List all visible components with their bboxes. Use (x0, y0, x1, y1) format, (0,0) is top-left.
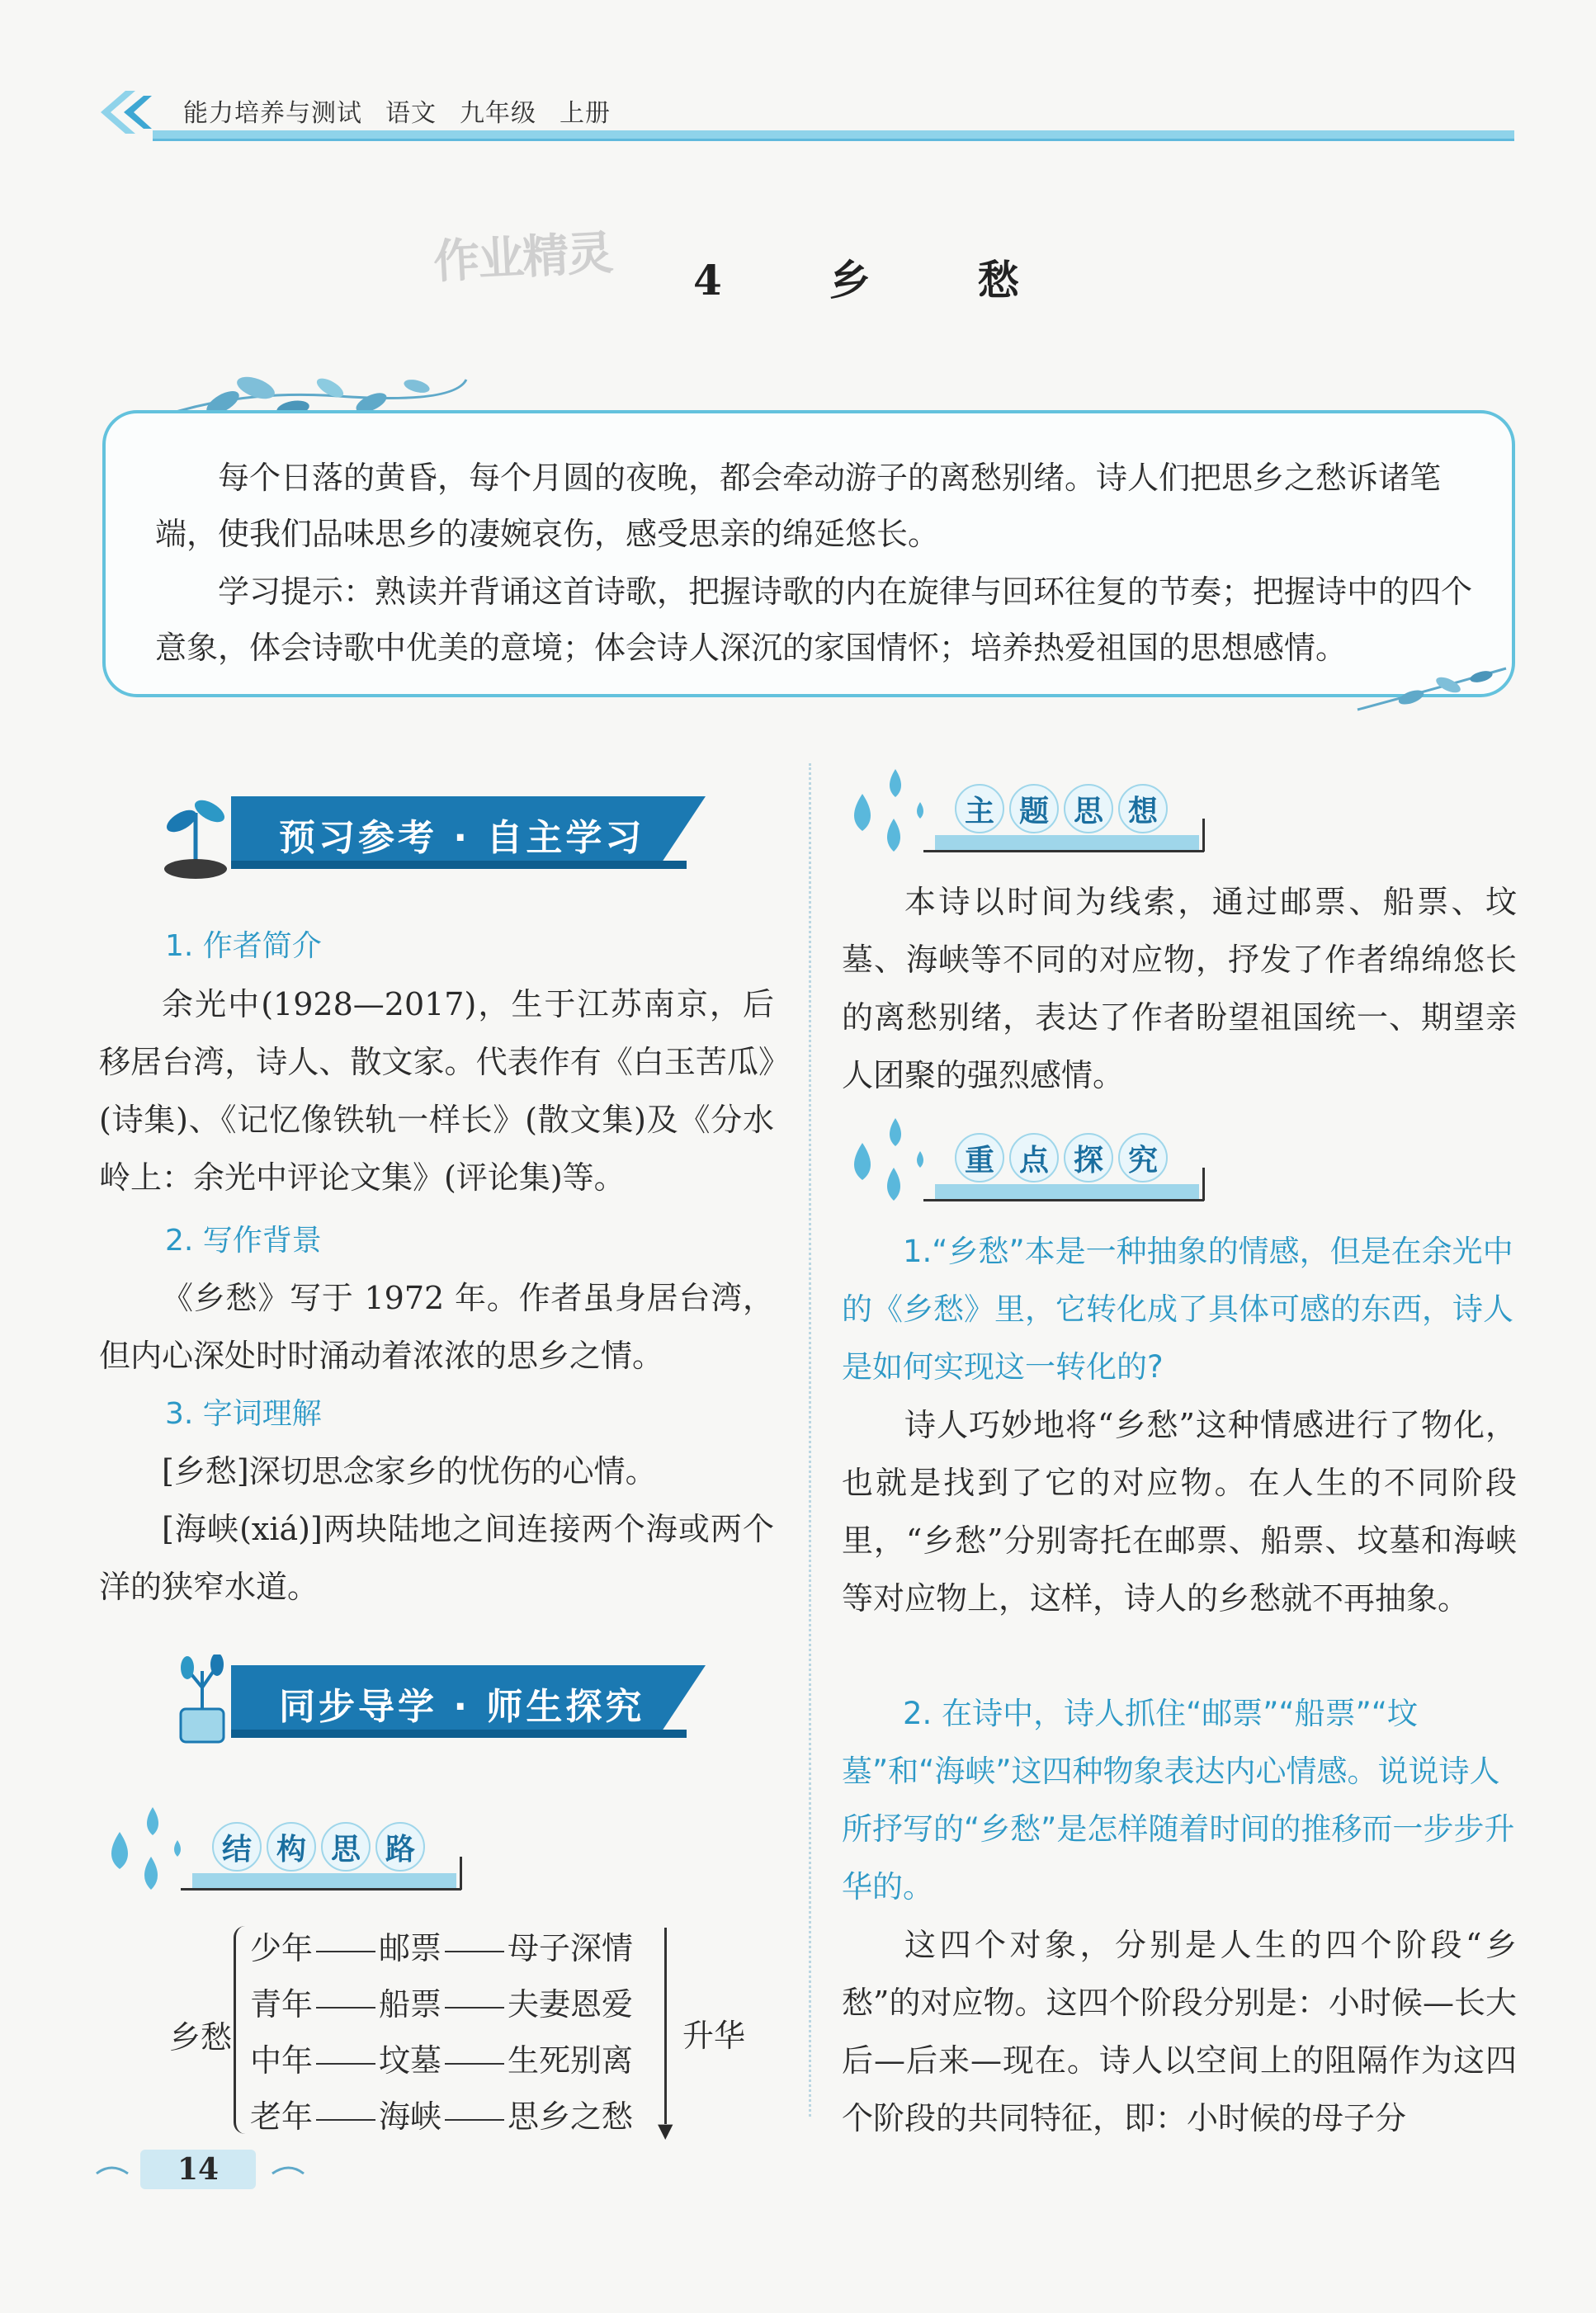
theme-head-char: 题 (1009, 784, 1059, 833)
leaf-decoration-icon (1353, 660, 1510, 718)
diagram-row: 中年 坟墓 生死别离 (250, 2042, 634, 2079)
theme-head-char: 主 (955, 784, 1004, 833)
chevron-left-icon (92, 89, 158, 135)
key-head-char: 点 (1009, 1133, 1059, 1182)
intro-paragraph-2: 学习提示：熟读并背诵这首诗歌，把握诗歌的内在旋律与回环往复的节奏；把握诗中的四个意象，体会诗歌中优美的意境；体会诗人深沉的家国情怀；培养热爱祖国的思想感情。 (155, 574, 1473, 666)
page-number: 14 (140, 2150, 256, 2189)
sprout-icon (158, 788, 233, 879)
subheading-author: 1. 作者简介 (165, 929, 322, 963)
header-volume: 上册 (560, 99, 611, 128)
structure-head-char: 思 (321, 1822, 371, 1872)
vocab-entry-1: [乡愁]深切思念家乡的忧伤的心情。 (162, 1453, 657, 1489)
watermark: 作业精灵 (432, 226, 613, 290)
section-title: 同步导学 · 师生探究 (279, 1686, 645, 1728)
water-drops-icon (838, 1110, 928, 1209)
plant-jar-icon (169, 1655, 235, 1745)
key-head-char: 探 (1064, 1133, 1113, 1182)
subheading-background: 2. 写作背景 (165, 1224, 322, 1258)
water-drops-icon (838, 761, 928, 860)
theme-head-char: 思 (1064, 784, 1113, 833)
structure-diagram (169, 1923, 763, 2142)
author-bio: 余光中(1928—2017)，生于江苏南京，后移居台湾，诗人、散文家。代表作有《白玉苦瓜》(诗集)、《记忆像铁轨一样长》(散文集)及《分水岭上：余光中评论文集》(评论集)等。 (99, 986, 774, 1196)
theme-head-char: 想 (1118, 784, 1168, 833)
structure-head-char: 构 (267, 1822, 316, 1872)
header-book: 能力培养与测试 (183, 99, 362, 128)
answer-2: 这四个对象，分别是人生的四个阶段“乡愁”的对应物。这四个阶段分别是：小时候—长大后—后来—现在。诗人以空间上的阻隔作为这四个阶段的共同特征，即：小时候的母子分 (842, 1927, 1517, 2136)
section-banner-preview (231, 796, 706, 871)
section-title: 预习参考 · 自主学习 (279, 817, 645, 859)
theme-header (838, 761, 1209, 860)
header-subject: 语文 (385, 99, 437, 128)
diagram-brace (234, 1926, 248, 2134)
section-banner-guide (231, 1665, 706, 1739)
diagram-right-label: 升华 (682, 2018, 746, 2054)
question-2: 2. 在诗中，诗人抓住“邮票”“船票”“坟墓”和“海峡”这四种物象表达内心情感。说说诗人所抒写的“乡愁”是怎样随着时间的推移而一步步升华的。 (842, 1696, 1515, 1905)
structure-head-char: 路 (375, 1822, 425, 1872)
arrow-down-icon: ▼ (658, 2119, 673, 2142)
theme-text: 本诗以时间为线索，通过邮票、船票、坟墓、海峡等不同的对应物，抒发了作者绵绵悠长的离愁别绪，表达了作者盼望祖国统一、期望亲人团聚的强烈感情。 (842, 884, 1517, 1093)
column-divider (809, 763, 811, 2117)
intro-paragraph-1: 每个日落的黄昏，每个月圆的夜晚，都会牵动游子的离愁别绪。诗人们把思乡之愁诉诸笔端，使我们品味思乡的凄婉哀伤，感受思亲的绵延悠长。 (155, 460, 1442, 552)
header-grade: 九年级 (460, 99, 536, 128)
background-text: 《乡愁》写于 1972 年。作者虽身居台湾，但内心深处时时涌动着浓浓的思乡之情。 (99, 1280, 774, 1374)
answer-1: 诗人巧妙地将“乡愁”这种情感进行了物化，也就是找到了它的对应物。在人生的不同阶段里，“乡愁”分别寄托在邮票、船票、坟墓和海峡等对应物上，这样，诗人的乡愁就不再抽象。 (842, 1407, 1517, 1617)
structure-header (95, 1799, 466, 1898)
vocab-entry-2: [海峡(xiá)]两块陆地之间连接两个海或两个洋的狭窄水道。 (99, 1511, 774, 1605)
header-rule (153, 130, 1514, 141)
key-points-header (838, 1110, 1209, 1209)
intro-box (102, 410, 1515, 697)
diagram-row: 老年 海峡 思乡之愁 (250, 2098, 634, 2135)
diagram-row: 青年 船票 夫妻恩爱 (250, 1986, 634, 2023)
running-header (183, 92, 634, 129)
diagram-progression-line (664, 1928, 667, 2124)
diagram-row: 少年 邮票 母子深情 (250, 1930, 634, 1966)
question-1: 1.“乡愁”本是一种抽象的情感，但是在余光中的《乡愁》里，它转化成了具体可感的东西，诗人是如何实现这一转化的? (842, 1234, 1513, 1385)
key-head-char: 究 (1118, 1133, 1168, 1182)
key-head-char: 重 (955, 1133, 1004, 1182)
water-drops-icon (95, 1799, 186, 1898)
diagram-root: 乡愁 (169, 2019, 233, 2056)
page-title: 4 乡 愁 (693, 256, 1052, 304)
structure-head-char: 结 (212, 1822, 262, 1872)
subheading-vocabulary: 3. 字词理解 (165, 1397, 322, 1431)
